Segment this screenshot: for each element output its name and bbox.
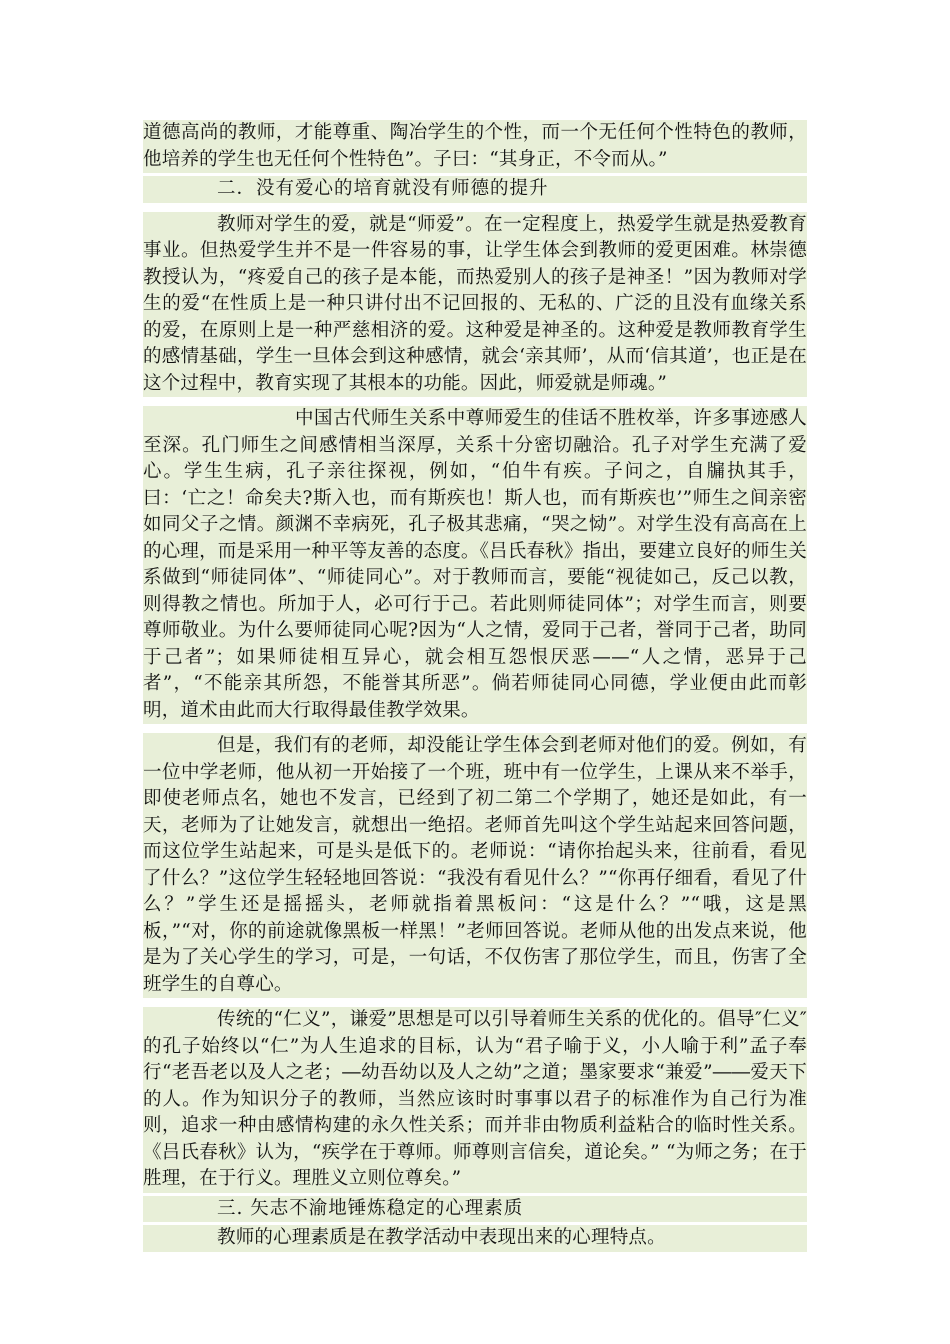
paragraph-psychological-quality: 教师的心理素质是在教学活动中表现出来的心理特点。: [143, 1225, 807, 1252]
paragraph-teacher-example: 但是，我们有的老师，却没能让学生体会到老师对他们的爱。例如，有一位中学老师，他从初一开始接了一个班，班中有一位学生，上课从来不举手，即使老师点名，她也不发言，已经到了初二第二个学期了，她还是如此，有一天，老师为了让她发言，就想出一绝招。老师首先叫这个学生站起来回答问题，而这位学生站起来，可是头是低下的。老师说：“请你抬起头来，往前看，看见了什么？”这位学生轻轻地回答说：“我没有看见什么？”“你再仔细看，看见了什么？”学生还是摇摇头，老师就指着黑板问：“这是什么？”“哦，这是黑板，”“对，你的前途就像黑板一样黑！”老师回答说。老师从他的出发点来说，他是为了关心学生的学习，可是，一句话，不仅伤害了那位学生，而且，伤害了全班学生的自尊心。: [143, 733, 807, 998]
document-page: [143, 120, 807, 1255]
paragraph-continuation: 道德高尚的教师，才能尊重、陶冶学生的个性，而一个无任何个性特色的教师，他培养的学生也无任何个性特色”。子曰：“其身正，不令而从。”: [143, 120, 807, 173]
section-heading-2: 二．没有爱心的培育就没有师德的提升: [143, 176, 807, 203]
section-heading-3: 三. 矢志不渝地锤炼稳定的心理素质: [143, 1196, 807, 1223]
paragraph-teacher-love: 教师对学生的爱，就是“师爱”。在一定程度上，热爱学生就是热爱教育事业。但热爱学生并不是一件容易的事，让学生体会到教师的爱更困难。林崇德教授认为，“疼爱自己的孩子是本能，而热爱别人的孩子是神圣！”因为教师对学生的爱“在性质上是一种只讲付出不记回报的、无私的、广泛的且没有血缘关系的爱，在原则上是一种严慈相济的爱。这种爱是神圣的。这种爱是教师教育学生的感情基础，学生一旦体会到这种感情，就会‘亲其师’，从而‘信其道’，也正是在这个过程中，教育实现了其根本的功能。因此，师爱就是师魂。”: [143, 212, 807, 398]
paragraph-ancient-teacher-student: 中国古代师生关系中尊师爱生的佳话不胜枚举，许多事迹感人至深。孔门师生之间感情相当深厚，关系十分密切融洽。孔子对学生充满了爱心。学生生病，孔子亲往探视，例如，“伯牛有疾。子问之，自牖执其手，曰：‘亡之！命矣夫?斯入也，而有斯疾也！斯人也，而有斯疾也’”师生之间亲密如同父子之情。颜渊不幸病死，孔子极其悲痛，“哭之恸”。对学生没有高高在上的心理，而是采用一种平等友善的态度。《吕氏春秋》指出，要建立良好的师生关系做到“师徒同体”、“师徒同心”。对于教师而言，要能“视徒如己，反己以教，则得教之情也。所加于人，必可行于己。若此则师徒同体”；对学生而言，则要尊师敬业。为什么要师徒同心呢?因为“人之情，爱同于己者，誉同于己者，助同于己者”；如果师徒相互异心，就会相互怨恨厌恶——“人之情，恶异于己者”，“不能亲其所怨，不能誉其所恶”。倘若师徒同心同德，学业便由此而彰明，道术由此而大行取得最佳教学效果。: [143, 406, 807, 724]
paragraph-traditional-values: 传统的“仁义”，谦爱”思想是可以引导着师生关系的优化的。倡导″仁义″的孔子始终以“仁”为人生追求的目标，认为“君子喻于义，小人喻于利”孟子奉行“老吾老以及人之老；―幼吾幼以及人之幼”之道；墨家要求“兼爱”――爱天下的人。作为知识分子的教师，当然应该时时事事以君子的标准作为自己行为准则，追求一种由感情构建的永久性关系；而并非由物质利益粘合的临时性关系。《吕氏春秋》认为，“疾学在于尊师。师尊则言信矣，道论矣。” “为师之务；在于胜理，在于行义。理胜义立则位尊矣。”: [143, 1007, 807, 1193]
